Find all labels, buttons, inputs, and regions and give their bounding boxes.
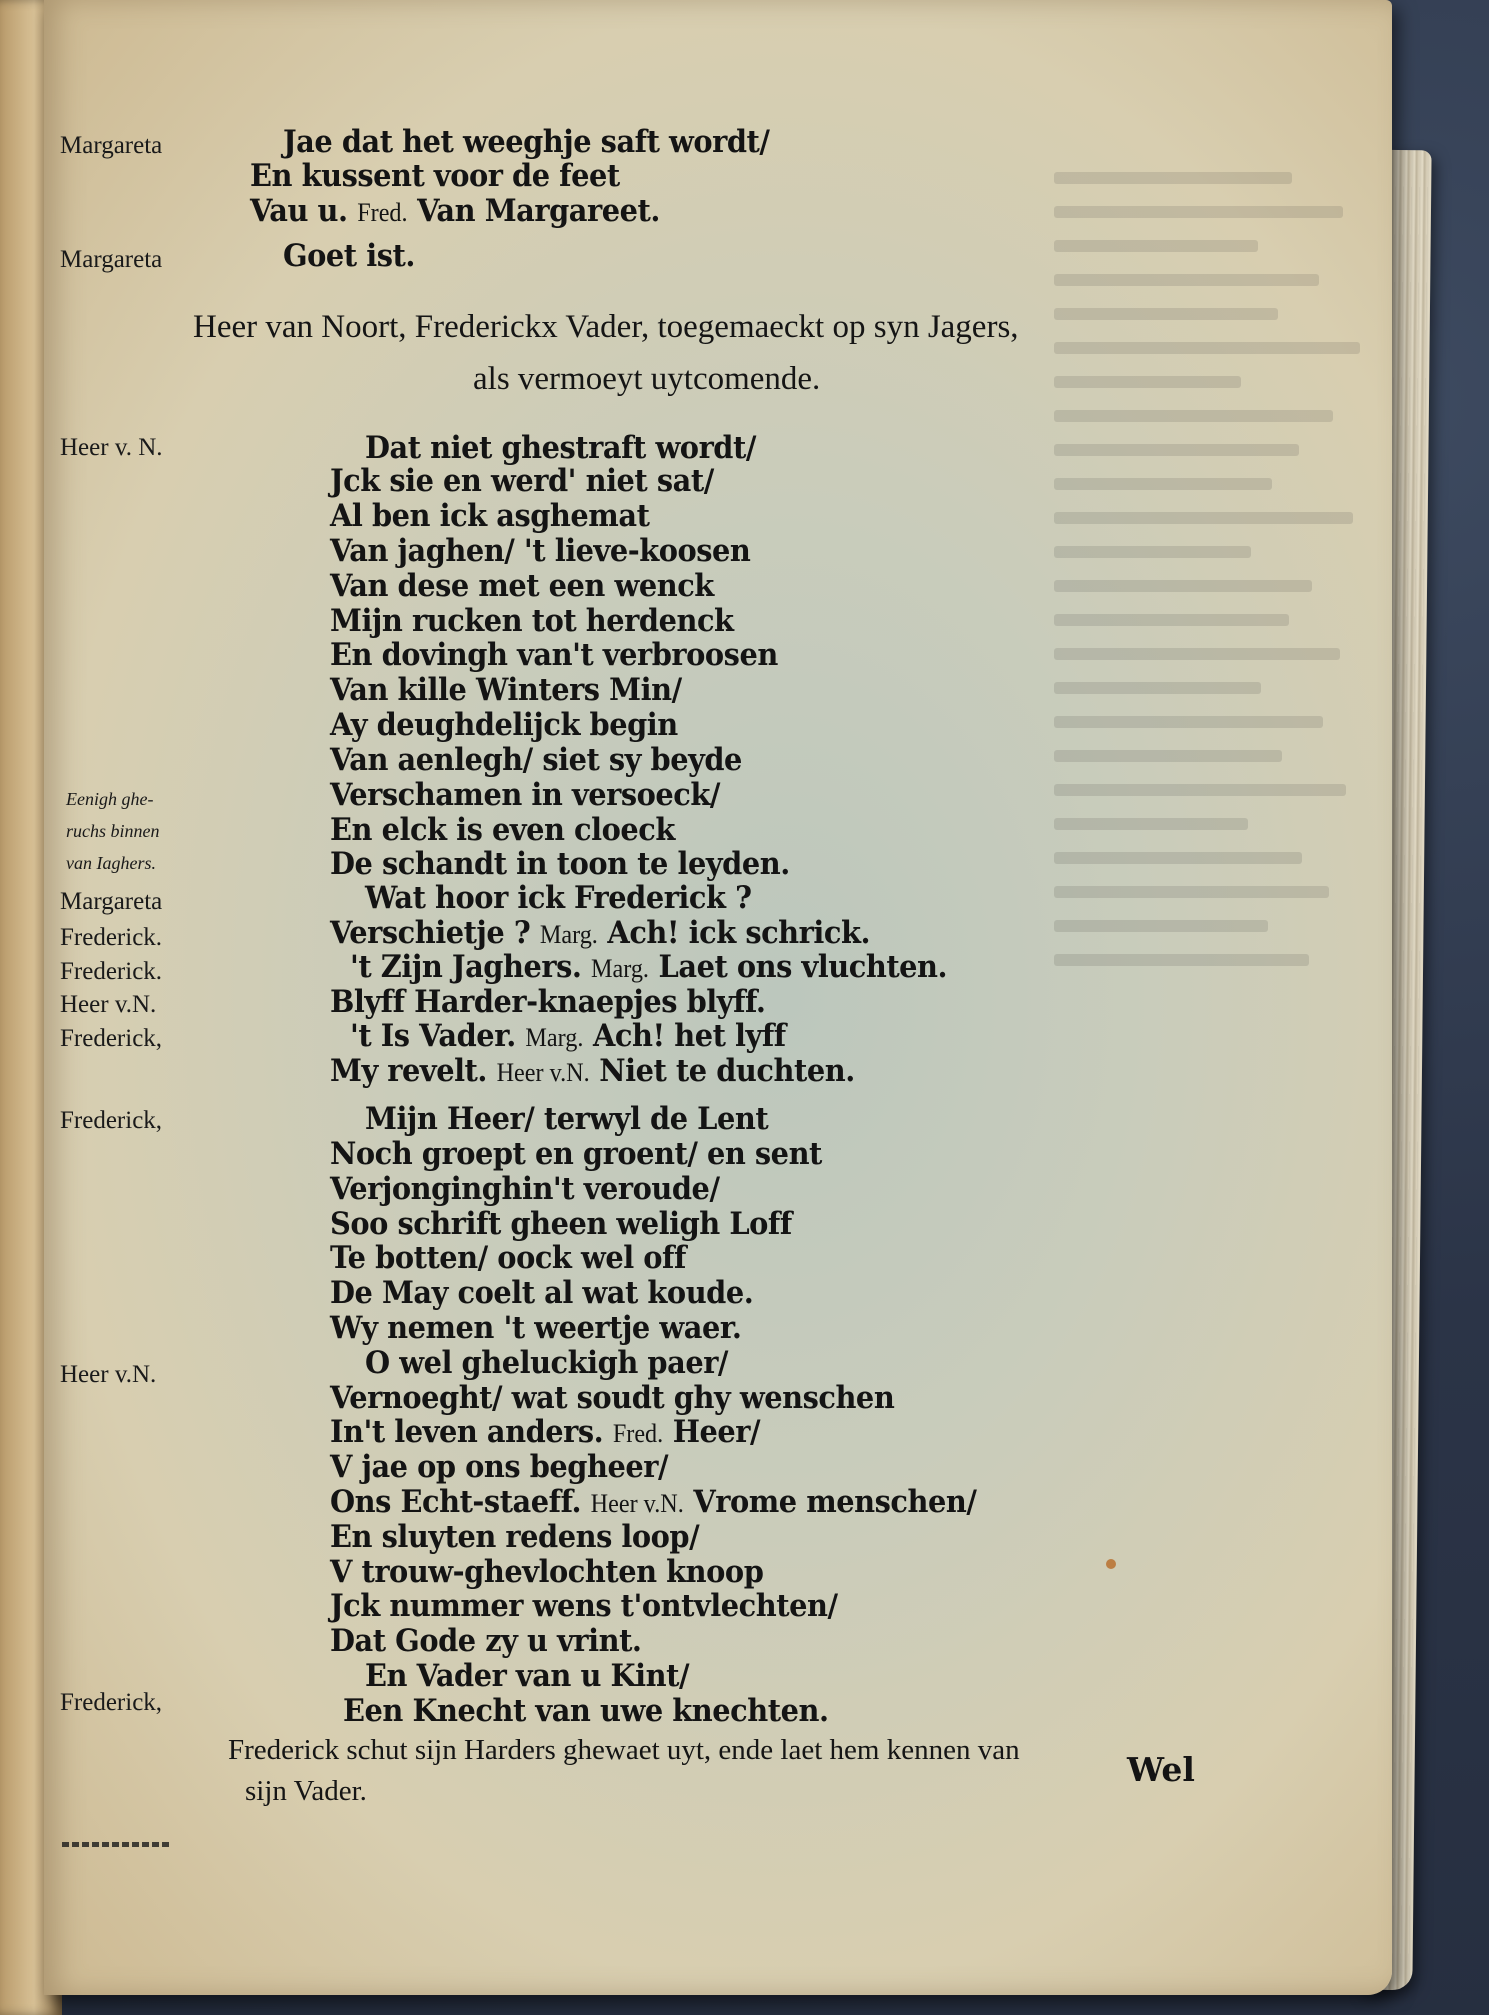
verse-line: Soo schrift gheen weligh Loff [330,1206,792,1242]
verse-line [330,1414,761,1450]
verse-line: Van jaghen/ 't lieve-koosen [330,533,751,569]
verse-line: Dat niet ghestraft wordt/ [365,430,756,466]
verse-line: Een Knecht van uwe knechten. [343,1693,829,1729]
show-through-text [1054,150,1392,1650]
verse-line: Verschamen in versoeck/ [330,777,720,813]
verse-text: Ach! ick schrick. [607,915,871,951]
speaker-label: Frederick, [60,1689,163,1716]
verse-line: Wy nemen 't weertje waer. [330,1310,742,1346]
verse-text: In't leven anders. [330,1414,604,1450]
verse-line: Van dese met een wenck [330,568,714,604]
verse-line: V trouw-ghevlochten knoop [330,1554,764,1590]
speaker-note: Eenigh ghe- [66,789,154,809]
verse-line: Dat Gode zy u vrint. [330,1623,642,1659]
verse-line [330,1053,855,1089]
speaker-label: Heer v.N. [60,1361,157,1388]
verse-line: O wel gheluckigh paer/ [365,1345,728,1381]
speaker-label: Margareta [60,888,163,915]
inline-speaker: Heer v.N. [590,1489,684,1518]
catchword: Wel [1127,1750,1195,1789]
inline-speaker: Marg. [539,920,598,949]
verse-line: Vernoeght/ wat soudt ghy wenschen [330,1380,895,1416]
verse-line: Jck sie en werd' niet sat/ [330,463,714,499]
verse-text: My revelt. [330,1053,487,1089]
paper-stain [1106,1559,1116,1569]
verse-text: Niet te duchten. [599,1053,855,1089]
verse-line [250,193,660,229]
verse-line: De schandt in toon te leyden. [330,846,790,882]
speaker-label: Frederick, [60,1107,163,1134]
verse-line: En kussent voor de feet [250,158,620,194]
speaker-label: Margareta [60,246,163,273]
verse-line: Jck nummer wens t'ontvlechten/ [330,1588,838,1624]
verse-line: Van aenlegh/ siet sy beyde [330,742,742,778]
verse-line [350,1018,786,1054]
inline-speaker: Marg. [525,1023,584,1052]
verse-line: Jae dat het weeghje saft wordt/ [283,124,770,160]
speaker-note: van Iaghers. [66,853,156,873]
verse-text: Van Margareet. [417,193,660,229]
speaker-label: Heer v.N. [60,991,157,1018]
verse-line: Al ben ick asghemat [330,498,650,534]
verse-line: Goet ist. [283,238,415,274]
stage-direction: Frederick schut sijn Harders ghewaet uyt, ende laet hem kennen van [228,1734,1020,1766]
speaker-label: Frederick. [60,958,163,985]
verse-line: En sluyten redens loop/ [330,1519,700,1555]
verse-line: Mijn Heer/ terwyl de Lent [365,1101,769,1137]
verse-text: Laet ons vluchten. [658,949,948,985]
verse-text: Vrome menschen/ [693,1484,977,1520]
verse-line: Te botten/ oock wel off [330,1240,686,1276]
verse-line: V jae op ons begheer/ [330,1449,669,1485]
verse-line: Noch groept en groent/ en sent [330,1136,822,1172]
verse-text: Ons Echt-staeff. [330,1484,582,1520]
speaker-label: Frederick, [60,1025,163,1052]
verse-line [330,915,871,951]
verse-text: Vau u. [250,193,348,229]
stage-direction: sijn Vader. [245,1775,367,1807]
speaker-label: Frederick. [60,924,163,951]
scene-heading: Heer van Noort, Frederickx Vader, toegemaeckt op syn Jagers, [193,309,1019,345]
verse-line [330,1484,977,1520]
verse-line: Blyff Harder-knaepjes blyff. [330,984,766,1020]
verse-text: Heer/ [672,1414,761,1450]
verse-line [350,949,948,985]
verse-line: Verjonginghin't veroude/ [330,1171,720,1207]
speaker-note: ruchs binnen [66,821,160,841]
verse-text: Verschietje ? [330,915,531,951]
verse-text: 't Is Vader. [350,1018,516,1054]
inline-speaker: Marg. [590,954,649,983]
bottom-ornament-rule [62,1842,172,1847]
verse-line: Wat hoor ick Frederick ? [365,880,752,916]
inline-speaker: Fred. [612,1419,664,1448]
verse-line: Van kille Winters Min/ [330,672,682,708]
verse-line: Ay deughdelijck begin [330,707,678,743]
speaker-label: Margareta [60,132,163,159]
inline-speaker: Heer v.N. [496,1058,590,1087]
verse-line: En Vader van u Kint/ [365,1658,690,1694]
verse-text: 't Zijn Jaghers. [350,949,582,985]
verse-line: Mijn rucken tot herdenck [330,603,734,639]
inline-speaker: Fred. [357,198,408,227]
verse-line: De May coelt al wat koude. [330,1275,754,1311]
verse-text: Ach! het lyff [592,1018,786,1054]
verse-line: En dovingh van't verbroosen [330,637,778,673]
verse-line: En elck is even cloeck [330,812,675,848]
speaker-label: Heer v. N. [60,434,163,461]
scene-heading: als vermoeyt uytcomende. [473,361,821,397]
